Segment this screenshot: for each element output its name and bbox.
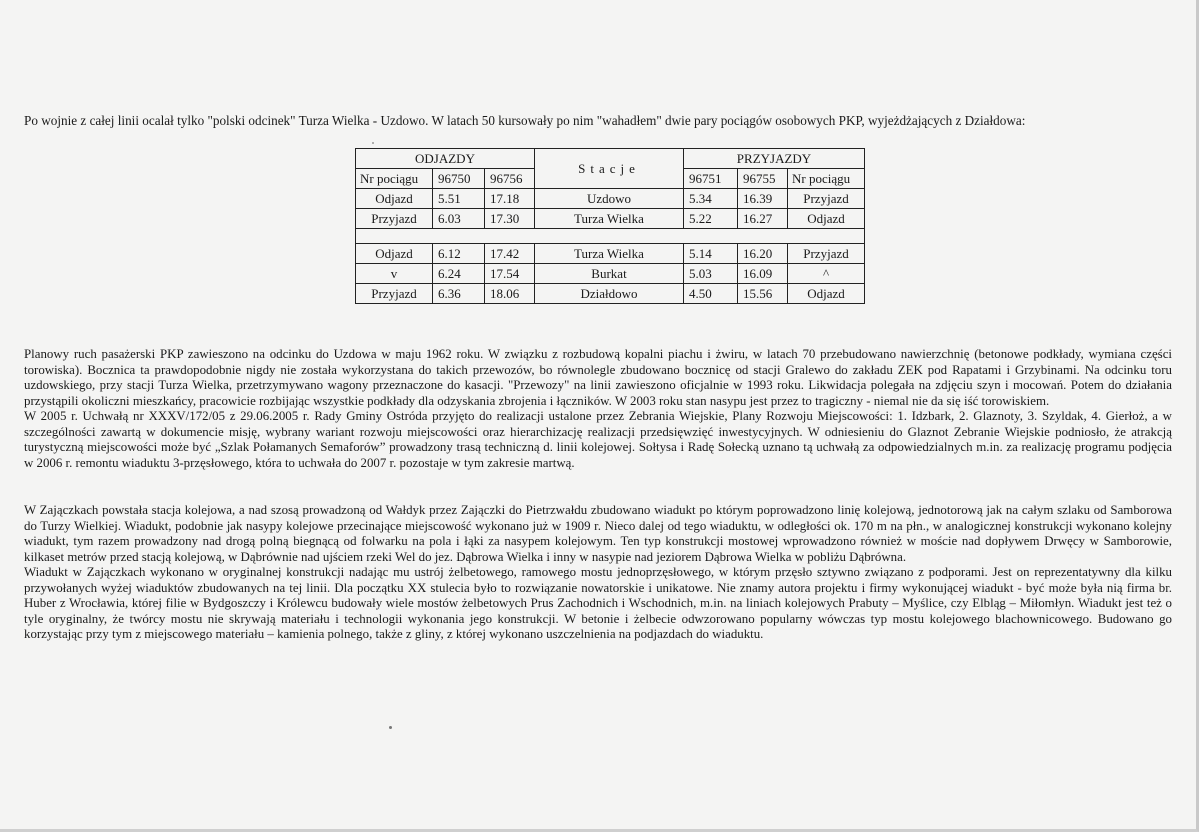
- train-number-label: Nr pociągu: [356, 169, 433, 189]
- cell-time: 17.54: [485, 264, 535, 284]
- cell-time: 17.30: [485, 209, 535, 229]
- cell-action: Odjazd: [788, 284, 865, 304]
- cell-time: 5.51: [433, 189, 485, 209]
- cell-time: 15.56: [738, 284, 788, 304]
- cell-station: Burkat: [535, 264, 684, 284]
- cell-time: 6.12: [433, 244, 485, 264]
- timetable: [355, 148, 865, 304]
- train-number: 96755: [738, 169, 788, 189]
- table-row: [356, 264, 865, 284]
- scan-speck: [389, 726, 392, 729]
- table-row: [356, 189, 865, 209]
- train-number: 96750: [433, 169, 485, 189]
- cell-action: Odjazd: [356, 189, 433, 209]
- cell-time: 4.50: [684, 284, 738, 304]
- table-row: [356, 284, 865, 304]
- cell-time: 6.03: [433, 209, 485, 229]
- przyjazdy-header: PRZYJAZDY: [684, 149, 865, 169]
- cell-action: Przyjazd: [788, 189, 865, 209]
- table-separator-row: [356, 229, 865, 244]
- cell-time: 5.22: [684, 209, 738, 229]
- cell-time: 6.24: [433, 264, 485, 284]
- cell-time: 5.03: [684, 264, 738, 284]
- cell-action: v: [356, 264, 433, 284]
- train-number: 96756: [485, 169, 535, 189]
- stacje-header: Stacje: [535, 149, 684, 189]
- cell-action: Przyjazd: [356, 284, 433, 304]
- cell-station: Działdowo: [535, 284, 684, 304]
- paragraph: W 2005 r. Uchwałą nr XXXV/172/05 z 29.06.2005 r. Rady Gminy Ostróda przyjęto do realizacji ustalone przez Zebrania Wiejskie, Plany Rozwoju Miejscowości: 1. Idzbark, 2. Glaznoty, 3. Szyldak, 4. Gierłoż, a w szczególności zawartą w dokumencie misję, wybrany wariant rozwoju miejscowości oraz hierarchizację realizacji przedsięwzięć inwestycyjnych. W odniesieniu do Glaznot Zebranie Wiejskie podniosło, że atrakcją turystyczną miejscowości może być „Szlak Połamanych Semaforów” prowadzony trasą techniczną d. linii kolejowej. Sołtysa i Radę Sołecką uznano tą uchwałą za odpowiedzialnych m.in. za realizację programu podjęcia w 2006 r. remontu wiaduktu 3-przęsłowego, która to uchwała do 2007 r. pozostaje w tym zakresie martwą.: [24, 409, 1172, 470]
- paragraph: W Zajączkach powstała stacja kolejowa, a nad szosą prowadzoną od Wałdyk przez Zajączki do Pietrzwałdu zbudowano wiadukt po którym poprowadzono linię kolejową, jednotorową jak na całym szlaku od Samborowa do Turzy Wielkiej. Wiadukt, podobnie jak nasypy kolejowe przecinające miejscowość wykonano już w 1909 r. Nieco dalej od tego wiaduktu, w odległości ok. 170 m na płn., w analogicznej konstrukcji wykonano kolejny wiadukt, tym razem prowadzony nad drogą polną biegnącą od folwarku na pola i łąki za nasypem kolejowym. Ten typ konstrukcji mostowej wprowadzono również w moście nad dopływem Drwęcy w Samborowie, kilkaset metrów przed stacją kolejową, w Dąbrównie nad ujściem rzeki Wel do jez. Dąbrowa Wielka i inny w nasypie nad jeziorem Dąbrowa Wielka w pobliżu Dąbrówna.: [24, 503, 1172, 564]
- cell-action: ^: [788, 264, 865, 284]
- train-number-label: Nr pociągu: [788, 169, 865, 189]
- paragraph: Planowy ruch pasażerski PKP zawieszono na odcinku do Uzdowa w maju 1962 roku. W związku z rozbudową kopalni piachu i żwiru, w latach 70 przebudowano nawierzchnię (betonowe podkłady, wymiana części torowiska). Bocznica ta prawdopodobnie nigdy nie została wykorzystana do takich przewozów, bo równolegle zbudowano bocznicę od stacji Gralewo do zakładu ZEK pod Rapatami i Grzybinami. Na odcinku toru uzdowskiego, przy stacji Turza Wielka, przetrzymywano wagony przeznaczone do kasacji. "Przewozy" na linii zawieszono oficjalnie w 1993 roku. Likwidacja polegała na zdjęciu szyn i mocowań. Potem do działania przystąpili okoliczni mieszkańcy, pracowicie rozbijając wszystkie podkłady dla odzyskania zbrojenia i łączników. W 2003 roku stan nasypu jest przez to tragiczny - niemal nie da się iść torowiskiem.: [24, 347, 1172, 408]
- text-block-history: [24, 347, 1172, 471]
- cell-time: 17.18: [485, 189, 535, 209]
- cell-action: Odjazd: [788, 209, 865, 229]
- table-row: [356, 209, 865, 229]
- cell-time: 5.34: [684, 189, 738, 209]
- cell-time: 17.42: [485, 244, 535, 264]
- cell-time: 16.27: [738, 209, 788, 229]
- cell-action: Przyjazd: [788, 244, 865, 264]
- separator-cell: [356, 229, 865, 244]
- cell-time: 16.09: [738, 264, 788, 284]
- intro-paragraph: Po wojnie z całej linii ocalał tylko "polski odcinek" Turza Wielka - Uzdowo. W latach 50 kursowały po nim "wahadłem" dwie pary pociągów osobowych PKP, wyjeżdżających z Działdowa:: [24, 113, 1026, 128]
- cell-station: Uzdowo: [535, 189, 684, 209]
- cell-station: Turza Wielka: [535, 209, 684, 229]
- cell-time: 16.39: [738, 189, 788, 209]
- cell-action: Odjazd: [356, 244, 433, 264]
- cell-time: 16.20: [738, 244, 788, 264]
- cell-station: Turza Wielka: [535, 244, 684, 264]
- scan-speck: [372, 142, 374, 144]
- paragraph: Wiadukt w Zajączkach wykonano w oryginalnej konstrukcji nadając mu ustrój żelbetowego, ramowego mostu jednoprzęsłowego, w którym przęsło sztywno związano z podporami. Jest on reprezentatywny dla kilku przywołanych wyżej wiaduktów zbudowanych na tej linii. Dla początku XX stulecia było to rozwiązanie nowatorskie i unikatowe. Nie znamy autora projektu i firmy wykonującej wiadukt - być może była nią firma br. Huber z Wrocławia, której filie w Bydgoszczy i Królewcu budowały wiele mostów żelbetowych Prus Zachodnich i Wschodnich, m.in. na liniach kolejowych Prabuty – Myślice, czy Elbląg – Miłomłyn. Wiadukt jest też o tyle oryginalny, że twórcy mostu nie skrywają materiału i technologii wykonania jego konstrukcji. W betonie i żelbecie odwzorowano popularny wówczas typ mostu kolejowego blachownicowego. Budowano go korzystając przy tym z miejscowego materiału – kamienia polnego, także z gliny, z której wykonano uszczelnienia na podjazdach do wiaduktu.: [24, 565, 1172, 641]
- cell-time: 5.14: [684, 244, 738, 264]
- cell-time: 18.06: [485, 284, 535, 304]
- odjazdy-header: ODJAZDY: [356, 149, 535, 169]
- cell-action: Przyjazd: [356, 209, 433, 229]
- train-number: 96751: [684, 169, 738, 189]
- text-block-viaduct: [24, 503, 1172, 643]
- timetable-group-header: [356, 149, 865, 169]
- cell-time: 6.36: [433, 284, 485, 304]
- table-row: [356, 244, 865, 264]
